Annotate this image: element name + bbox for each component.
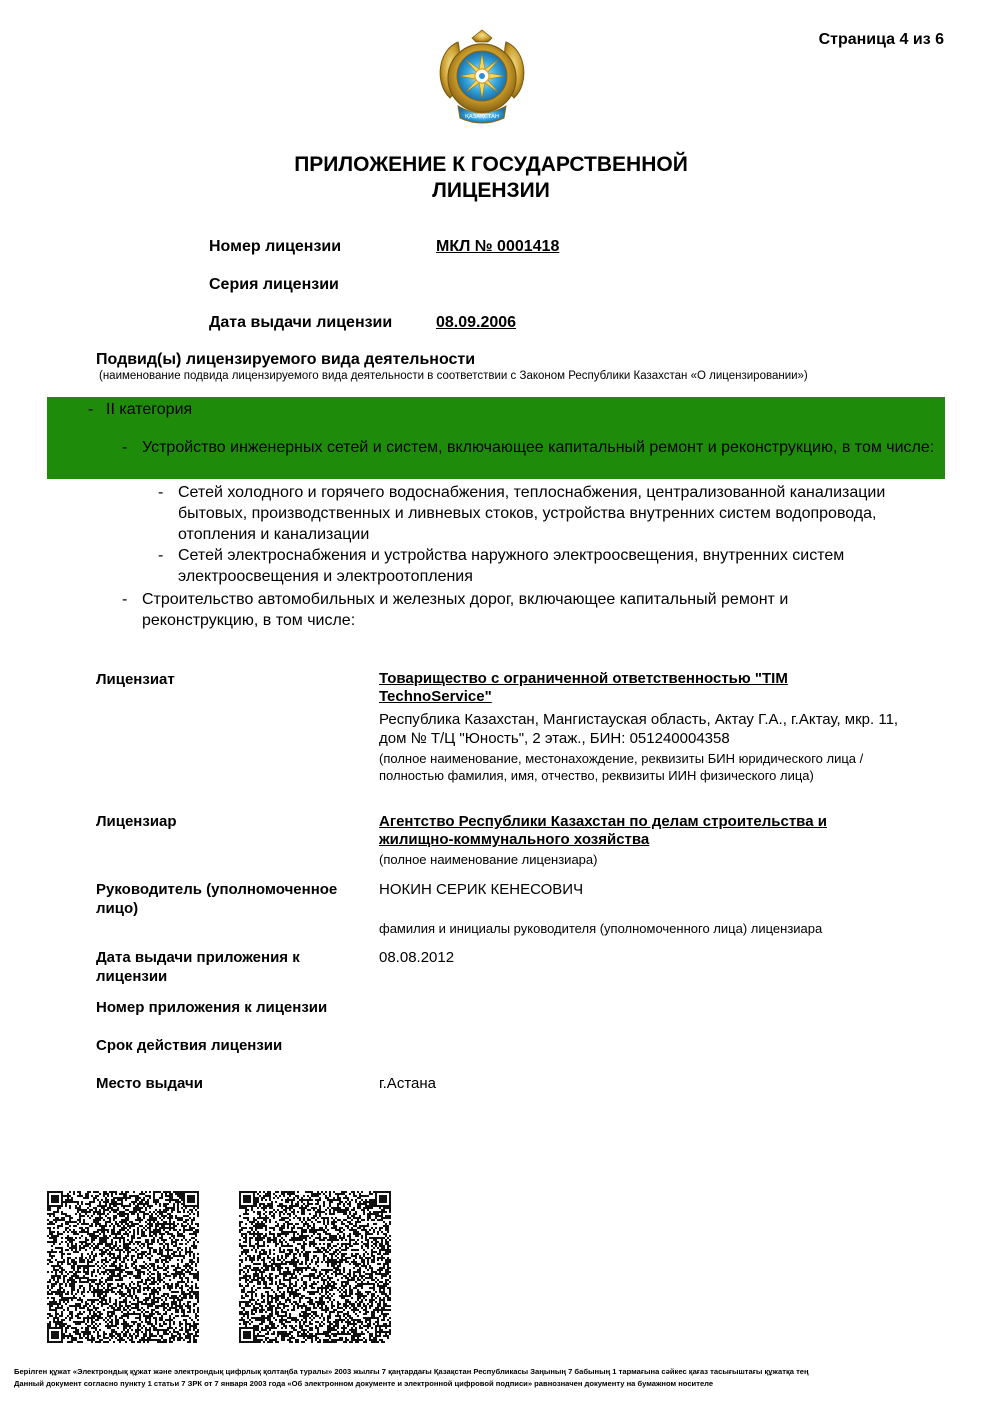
list-item-text: Сетей холодного и горячего водоснабжения, теплоснабжения, централизованной канализации бытовых, производственных и ливневых стоков, устройства внутренних систем водопровода, отопления и канализации: [178, 484, 886, 543]
license-series-label: Серия лицензии: [209, 276, 339, 293]
subtypes-note: (наименование подвида лицензируемого вида деятельности в соответствии с Законом Республики Казахстан «О лицензировании»): [99, 370, 808, 382]
qr-code-icon: [239, 1191, 391, 1343]
list-item: [158, 482, 958, 545]
list-item-text: II категория: [106, 401, 193, 418]
head-note: фамилия и инициалы руководителя (уполномоченного лица) лицензиара: [379, 921, 823, 936]
list-dash: -: [88, 401, 94, 418]
licensor-name: Агентство Республики Казахстан по делам строительства и жилищно-коммунального хозяйства: [379, 813, 827, 848]
list-dash: -: [122, 591, 128, 608]
licensor-note: (полное наименование лицензиара): [379, 852, 598, 867]
validity-label: Срок действия лицензии: [96, 1037, 283, 1054]
document-title: [200, 152, 782, 204]
title-line-1: ПРИЛОЖЕНИЕ К ГОСУДАРСТВЕННОЙ: [294, 153, 688, 176]
list-dash: -: [158, 484, 164, 501]
list-item: [158, 545, 958, 587]
state-emblem: [432, 28, 532, 134]
appendix-date-value: 08.08.2012: [379, 949, 455, 966]
licensee-note: (полное наименование, местонахождение, реквизиты БИН юридического лица / полностью фамилия, имя, отчество, реквизиты ИИН физического лица): [379, 751, 864, 783]
licensee-label: Лицензиат: [96, 671, 175, 688]
head-label: Руководитель (уполномоченное лицо): [96, 881, 338, 917]
qr-code-1: [47, 1191, 199, 1343]
list-item-text: Устройство инженерных сетей и систем, включающее капитальный ремонт и реконструкцию, в том числе:: [142, 439, 935, 456]
title-line-2: ЛИЦЕНЗИИ: [432, 179, 550, 202]
page-indicator: Страница 4 из 6: [818, 31, 944, 48]
appendix-date-label: Дата выдачи приложения к лицензии: [96, 949, 300, 985]
licensee-name: Товарищество с ограниченной ответственностью "TIM TechnoService": [379, 670, 788, 705]
license-date-label: Дата выдачи лицензии: [209, 314, 393, 331]
list-dash: -: [122, 439, 128, 456]
list-item: [122, 589, 882, 631]
place-label: Место выдачи: [96, 1075, 203, 1092]
footer-legal-kz: Берілген құжат «Электрондық құжат және электрондық цифрлық қолтаңба туралы» 2003 жылғы 7 қаңтардағы Қазақстан Республикасы Заңының 7 бабының 1 тармағына сәйкес қағаз тасығыштағы құжатқа тең: [14, 1367, 809, 1376]
list-item: [122, 437, 958, 458]
license-number-label: Номер лицензии: [209, 238, 342, 255]
qr-code-2: [239, 1191, 391, 1343]
license-date-value: 08.09.2006: [436, 314, 517, 331]
appendix-number-label: Номер приложения к лицензии: [96, 999, 328, 1016]
list-item-text: Сетей электроснабжения и устройства наружного электроосвещения, внутренних систем электроосвещения и электроотопления: [178, 547, 845, 585]
list-item: [88, 399, 928, 420]
subtypes-list: [88, 399, 958, 639]
footer-legal-ru: Данный документ согласно пункту 1 статьи 7 ЗРК от 7 января 2003 года «Об электронном документе и электронной цифровой подписи» равнозначен документу на бумажном носителе: [14, 1379, 714, 1388]
place-value: г.Астана: [379, 1075, 436, 1092]
emblem-icon: [432, 28, 532, 134]
subtypes-heading: Подвид(ы) лицензируемого вида деятельности: [96, 351, 476, 368]
list-item-text: Строительство автомобильных и железных дорог, включающее капитальный ремонт и реконструкцию, в том числе:: [142, 591, 789, 629]
list-dash: -: [158, 547, 164, 564]
head-value: НОКИН СЕРИК КЕНЕСОВИЧ: [379, 881, 584, 898]
licensee-address: Республика Казахстан, Мангистауская область, Актау Г.А., г.Актау, мкр. 11, дом № Т/Ц "Юность", 2 этаж., БИН: 051240004358: [379, 711, 899, 747]
license-number-value: МКЛ № 0001418: [436, 238, 560, 255]
qr-code-icon: [47, 1191, 199, 1343]
emblem-caption: ҚАЗАҚСТАН: [465, 114, 499, 120]
licensor-label: Лицензиар: [96, 813, 177, 830]
